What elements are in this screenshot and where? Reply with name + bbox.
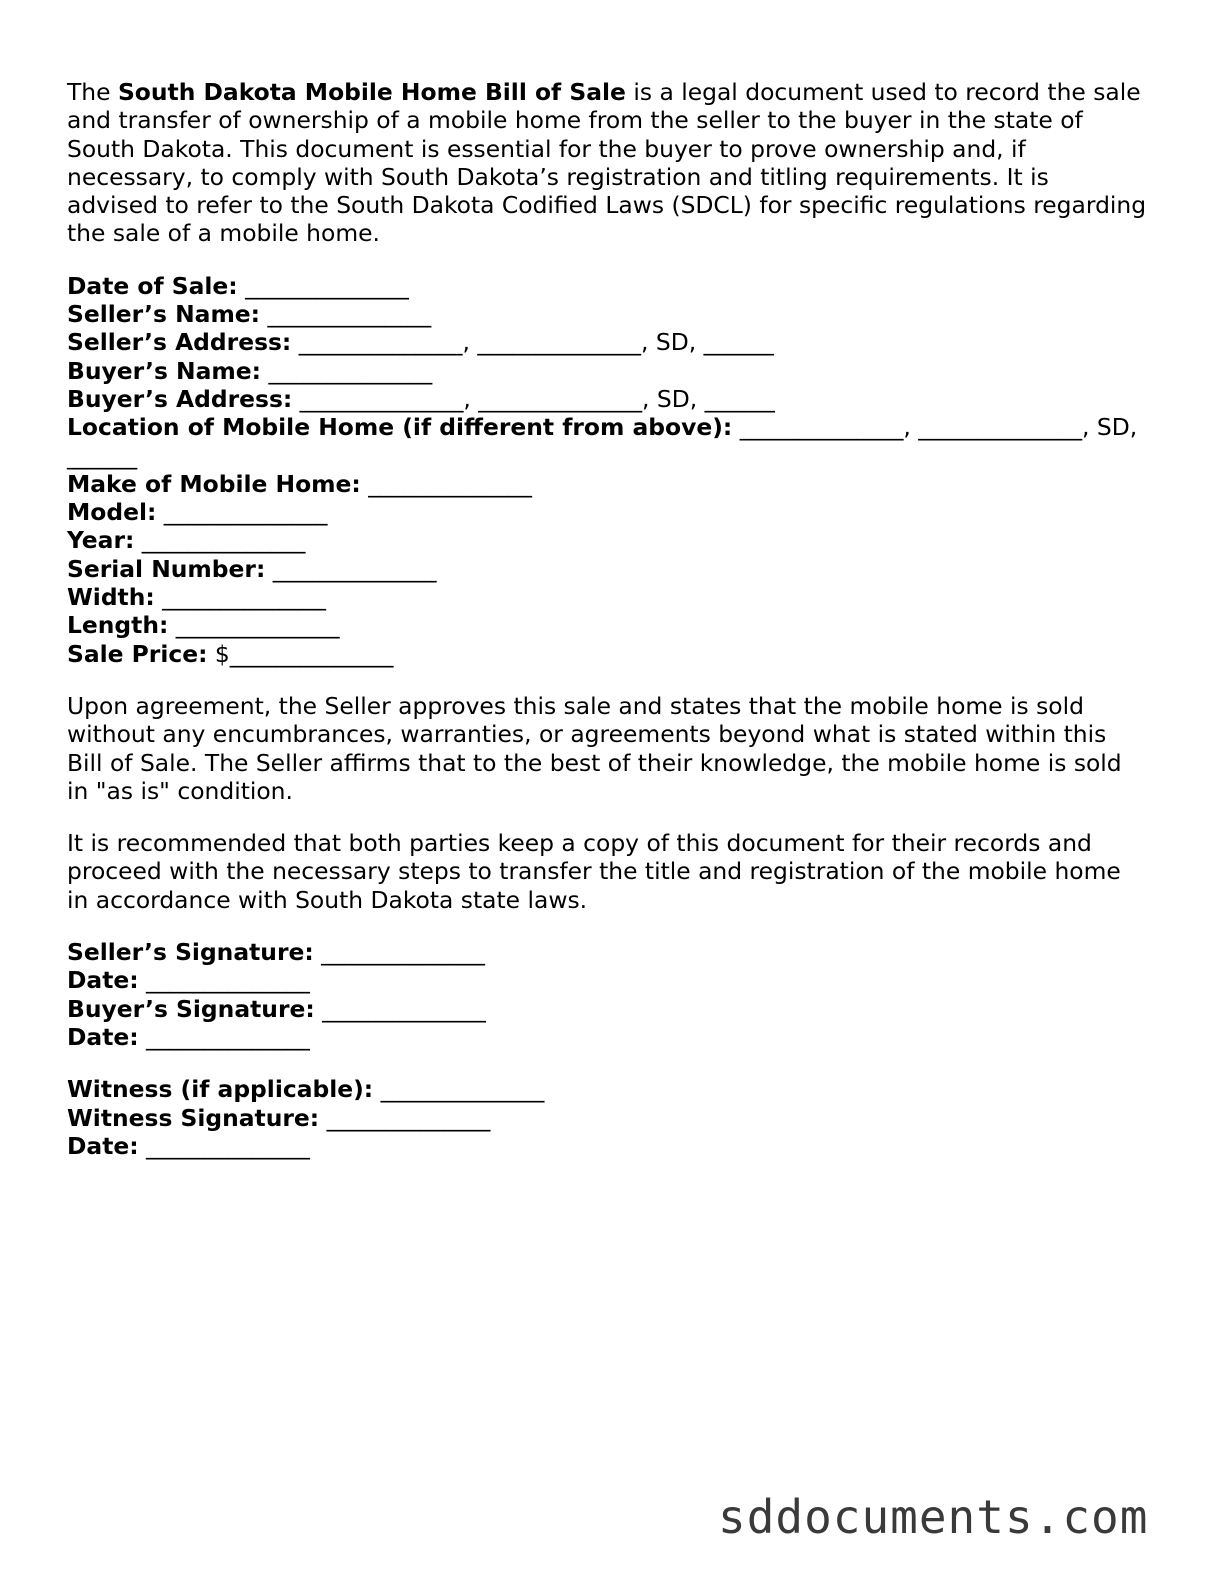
field-blank[interactable]: ______________ [168, 611, 340, 640]
document-page [67, 78, 1147, 1160]
field-blank[interactable]: ______________ [138, 966, 310, 995]
field-label: Witness (if applicable): [67, 1075, 374, 1104]
field-label: Width: [67, 583, 155, 612]
field-label: Serial Number: [67, 554, 266, 583]
field-buyer-name [67, 357, 1147, 385]
field-label: Date of Sale: [67, 271, 238, 300]
watermark: sddocuments.com [718, 1490, 1149, 1544]
field-label: Model: [67, 498, 157, 527]
field-length [67, 611, 1147, 639]
field-blank[interactable]: ______________ [319, 1103, 491, 1132]
recommendation-paragraph: It is recommended that both parties keep a copy of this document for their records and proceed with the necessary steps to transfer the title and registration of the mobile home in accordance with South Dakota state laws. [67, 829, 1121, 914]
field-label: Length: [67, 611, 169, 640]
field-label: Seller’s Signature: [67, 938, 314, 967]
witness-name-line [67, 1075, 1147, 1103]
field-label: Location of Mobile Home (if different from above): [67, 413, 733, 442]
field-blank[interactable]: ______________, ______________, SD, ______ [292, 384, 775, 413]
field-blank[interactable]: ______________, ______________, SD, ______ [291, 328, 774, 357]
field-label: Buyer’s Name: [67, 356, 262, 385]
field-year [67, 526, 1147, 554]
field-label: Make of Mobile Home: [67, 469, 361, 498]
field-blank[interactable]: ______________ [260, 300, 432, 329]
witness-date-line [67, 1132, 1147, 1160]
field-date-of-sale [67, 272, 1147, 300]
field-blank[interactable]: ______________ [156, 498, 328, 527]
field-label: Sale Price: [67, 639, 208, 668]
field-buyer-address [67, 385, 1147, 413]
field-serial-number [67, 555, 1147, 583]
intro-body: is a legal document used to record the sale and transfer of ownership of a mobile home from the seller to the buyer in the state of South Dakota. This document is essential for the buyer to prove ownership and, if necessary, to comply with South Dakota’s registration and titling requirements. It is advised to refer to the South Dakota Codified Laws (SDCL) for specific regulations regarding the sale of a mobile home. [67, 78, 1147, 248]
witness-signature-line [67, 1104, 1147, 1132]
buyer-date-line [67, 1023, 1147, 1051]
document-title: South Dakota Mobile Home Bill of Sale [117, 78, 626, 106]
intro-paragraph [67, 78, 1147, 248]
intro-pre: The [67, 78, 118, 106]
field-blank[interactable]: ______________ [360, 469, 532, 498]
agreement-paragraph: Upon agreement, the Seller approves this sale and states that the mobile home is sold without any encumbrances, warranties, or agreements beyond what is stated within this Bill of Sale. The Seller affirms that to the best of their knowledge, the mobile home is sold in "as is" condition. [67, 691, 1122, 805]
field-label: Date: [67, 1022, 139, 1051]
field-label: Date: [67, 966, 139, 995]
field-label: Seller’s Address: [67, 328, 292, 357]
field-blank[interactable]: ______________ [265, 554, 437, 583]
field-blank[interactable]: ______________ [261, 356, 433, 385]
seller-signature-line [67, 938, 1147, 966]
field-label: Witness Signature: [67, 1103, 320, 1132]
field-blank[interactable]: $______________ [207, 639, 394, 668]
field-blank[interactable]: ______________ [154, 583, 326, 612]
signature-block [67, 938, 1147, 1051]
field-blank[interactable]: ______________ [138, 1022, 310, 1051]
field-seller-address [67, 328, 1147, 356]
field-blank[interactable]: ______________ [313, 938, 485, 967]
field-blank[interactable]: ______________ [138, 1131, 310, 1160]
field-label: Seller’s Name: [67, 300, 261, 329]
field-blank[interactable]: ______________ [314, 994, 486, 1023]
field-make [67, 470, 1147, 498]
field-seller-name [67, 300, 1147, 328]
buyer-signature-line [67, 995, 1147, 1023]
field-blank[interactable]: ______________ [134, 526, 306, 555]
field-blank[interactable]: ______________ [373, 1075, 545, 1104]
field-label: Date: [67, 1131, 139, 1160]
field-blank[interactable]: ______________, ______________, SD, ______ [67, 413, 1138, 470]
field-blank[interactable]: ______________ [237, 271, 409, 300]
field-label: Buyer’s Signature: [67, 994, 315, 1023]
field-location [67, 413, 1147, 470]
field-label: Buyer’s Address: [67, 384, 293, 413]
field-sale-price [67, 640, 1147, 668]
field-model [67, 498, 1147, 526]
witness-block [67, 1075, 1147, 1160]
sale-fields [67, 272, 1147, 668]
seller-date-line [67, 966, 1147, 994]
field-label: Year: [67, 526, 135, 555]
field-width [67, 583, 1147, 611]
